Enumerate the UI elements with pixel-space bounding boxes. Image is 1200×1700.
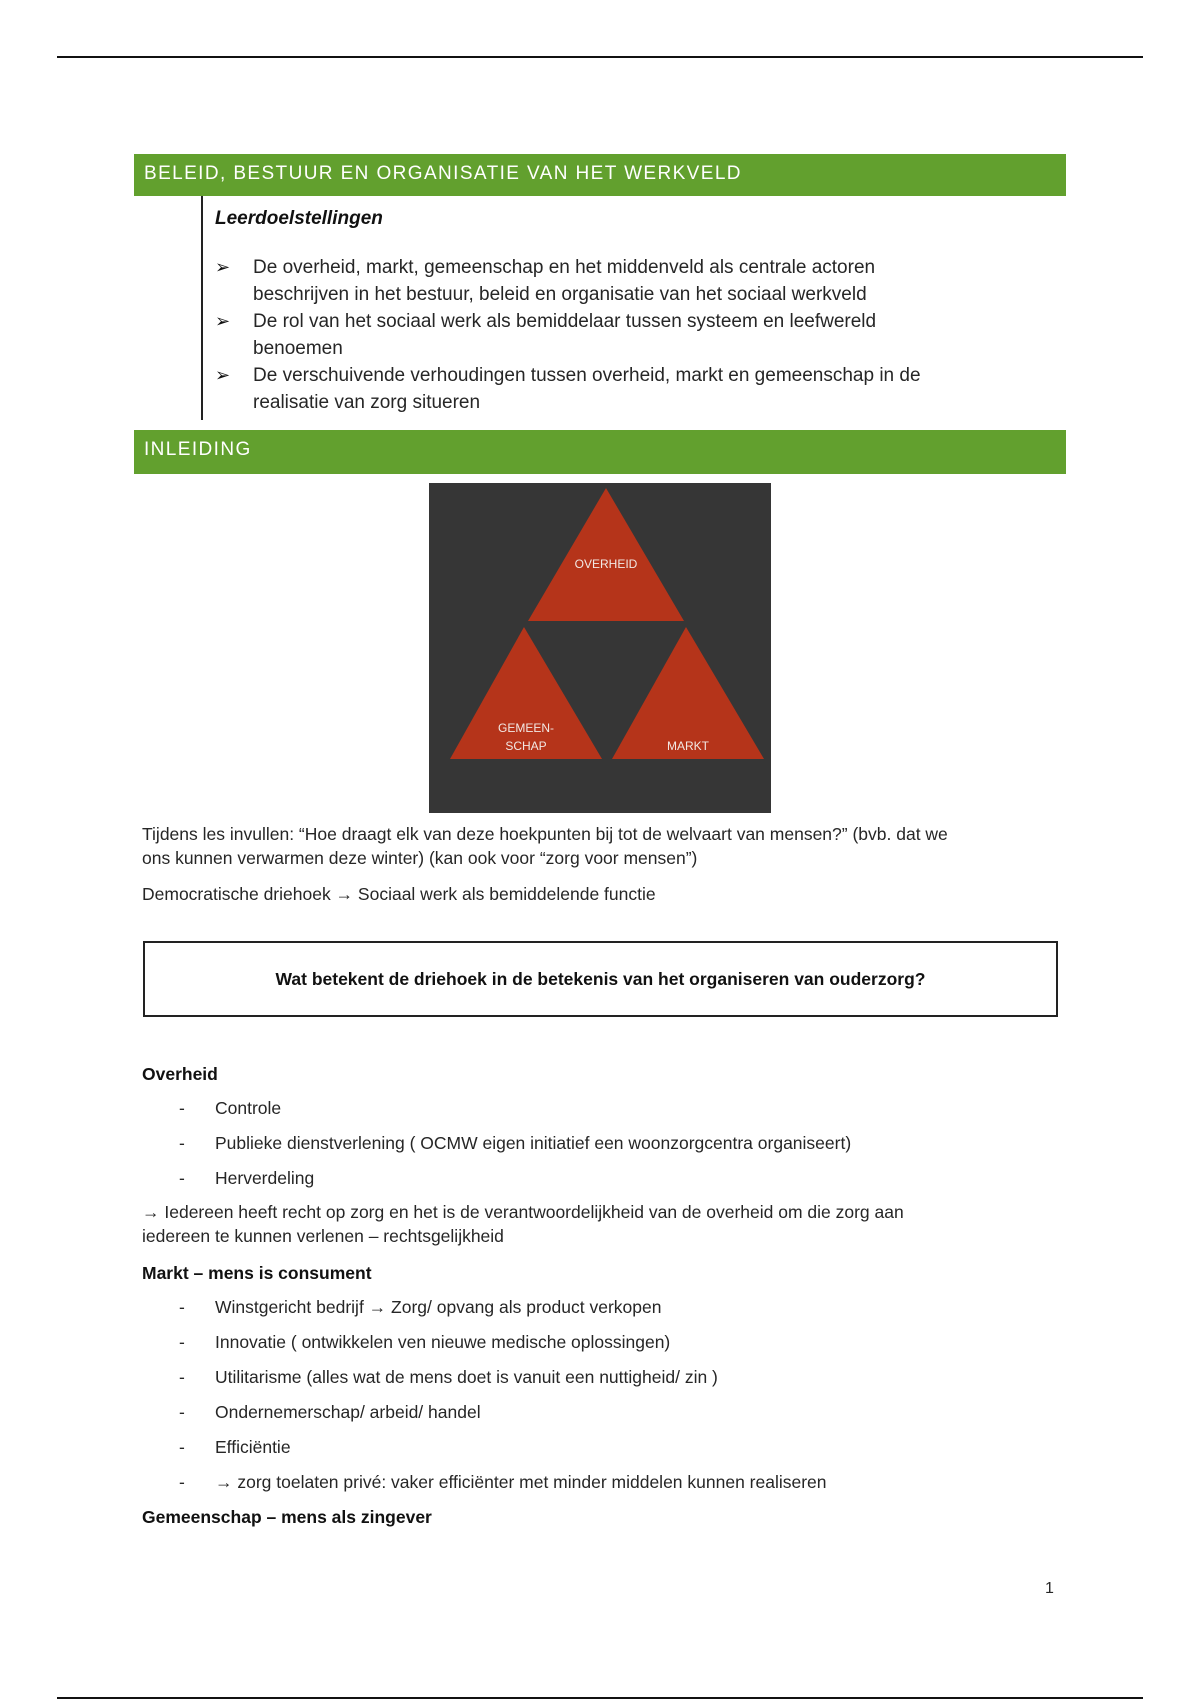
label-gemeenschap-line2: SCHAP bbox=[505, 739, 547, 753]
list-item-text: Winstgericht bedrijf → Zorg/ opvang als product verkopen bbox=[215, 1297, 662, 1317]
section-gemeenschap bbox=[142, 1500, 1082, 1534]
list-item bbox=[142, 1126, 1082, 1161]
democratic-triangle-diagram bbox=[429, 483, 771, 813]
list-item-text: → zorg toelaten privé: vaker efficiënter met minder middelen kunnen realiseren bbox=[215, 1472, 827, 1492]
learning-goal-item bbox=[215, 254, 1041, 308]
list-item bbox=[142, 1290, 1082, 1325]
intro-band bbox=[134, 430, 1066, 474]
learning-goal-item bbox=[215, 362, 1041, 416]
learning-goals-box bbox=[201, 196, 1041, 420]
list-item bbox=[142, 1325, 1082, 1360]
triangle-overheid bbox=[528, 488, 684, 621]
question-text: Wat betekent de driehoek in de betekenis van het organiseren van ouderzorg? bbox=[275, 968, 926, 989]
dash-bullet: - bbox=[179, 1332, 185, 1352]
dash-bullet: - bbox=[179, 1098, 185, 1118]
label-markt: MARKT bbox=[667, 739, 709, 753]
learning-goal-text: realisatie van zorg situeren bbox=[253, 392, 481, 413]
page-number: 1 bbox=[1045, 1580, 1054, 1597]
heading-gemeenschap: Gemeenschap – mens als zingever bbox=[142, 1507, 432, 1527]
arrow-bullet-icon: ➢ bbox=[215, 257, 231, 277]
learning-goal-text: De rol van het sociaal werk als bemiddelaar tussen systeem en leefwereld bbox=[253, 311, 877, 332]
arrow-bullet-icon: ➢ bbox=[215, 311, 231, 331]
dash-bullet: - bbox=[179, 1297, 185, 1317]
overheid-note-line-2: iedereen te kunnen verlenen – rechtsgelijkheid bbox=[142, 1226, 504, 1246]
list-item bbox=[142, 1091, 1082, 1126]
dash-bullet: - bbox=[179, 1472, 185, 1492]
dash-bullet: - bbox=[179, 1367, 185, 1387]
label-gemeenschap-line1: GEMEEN- bbox=[497, 721, 555, 735]
list-item-text: Utilitarisme (alles wat de mens doet is vanuit een nuttigheid/ zin ) bbox=[215, 1367, 718, 1387]
triangle-summary: Democratische driehoek → Sociaal werk als bemiddelende functie bbox=[142, 884, 656, 904]
arrow-bullet-icon: ➢ bbox=[215, 365, 231, 385]
question-box bbox=[143, 941, 1058, 1017]
list-item bbox=[142, 1465, 1082, 1500]
label-overheid: OVERHEID bbox=[574, 557, 638, 571]
triangle-diagram-svg bbox=[429, 483, 771, 813]
list-item-text: Efficiëntie bbox=[215, 1437, 291, 1457]
section-band-title bbox=[134, 154, 1066, 196]
list-item bbox=[142, 1360, 1082, 1395]
list-item-text: Herverdeling bbox=[215, 1168, 315, 1188]
instruction-paragraph bbox=[142, 822, 1062, 870]
learning-goal-item bbox=[215, 308, 1041, 362]
learning-goal-text: benoemen bbox=[253, 338, 343, 359]
overheid-note bbox=[142, 1196, 1082, 1248]
learning-goals-list bbox=[215, 254, 1041, 416]
list-item-text: Controle bbox=[215, 1098, 282, 1118]
learning-goal-text: De verschuivende verhoudingen tussen overheid, markt en gemeenschap in de bbox=[253, 365, 921, 386]
list-item bbox=[142, 1395, 1082, 1430]
overheid-note-line-1: → Iedereen heeft recht op zorg en het is de verantwoordelijkheid van de overheid om die zorg aan bbox=[142, 1202, 904, 1222]
instruction-line-2: ons kunnen verwarmen deze winter) (kan ook voor “zorg voor mensen”) bbox=[142, 848, 698, 868]
learning-goal-text: beschrijven in het bestuur, beleid en organisatie van het sociaal werkveld bbox=[253, 284, 867, 305]
list-item-text: Ondernemerschap/ arbeid/ handel bbox=[215, 1402, 481, 1422]
instruction-line-1: Tijdens les invullen: “Hoe draagt elk van deze hoekpunten bij tot de welvaart van mensen?” (bvb. dat we bbox=[142, 824, 948, 844]
top-rule bbox=[57, 56, 1143, 58]
section-markt bbox=[142, 1256, 1082, 1500]
list-item bbox=[142, 1161, 1082, 1196]
overheid-list bbox=[142, 1091, 1082, 1196]
bottom-rule bbox=[57, 1697, 1143, 1699]
intro-title: INLEIDING bbox=[144, 439, 252, 460]
markt-list bbox=[142, 1290, 1082, 1500]
list-item bbox=[142, 1430, 1082, 1465]
learning-goals-title: Leerdoelstellingen bbox=[215, 208, 383, 229]
dash-bullet: - bbox=[179, 1168, 185, 1188]
section-overheid bbox=[142, 1057, 1082, 1248]
list-item-text: Publieke dienstverlening ( OCMW eigen initiatief een woonzorgcentra organiseert) bbox=[215, 1133, 852, 1153]
list-item-text: Innovatie ( ontwikkelen ven nieuwe medische oplossingen) bbox=[215, 1332, 671, 1352]
learning-goal-text: De overheid, markt, gemeenschap en het middenveld als centrale actoren bbox=[253, 257, 876, 278]
section-title: BELEID, BESTUUR EN ORGANISATIE VAN HET WERKVELD bbox=[144, 163, 742, 184]
heading-markt: Markt – mens is consument bbox=[142, 1263, 372, 1283]
heading-overheid: Overheid bbox=[142, 1064, 218, 1084]
dash-bullet: - bbox=[179, 1437, 185, 1457]
dash-bullet: - bbox=[179, 1133, 185, 1153]
dash-bullet: - bbox=[179, 1402, 185, 1422]
